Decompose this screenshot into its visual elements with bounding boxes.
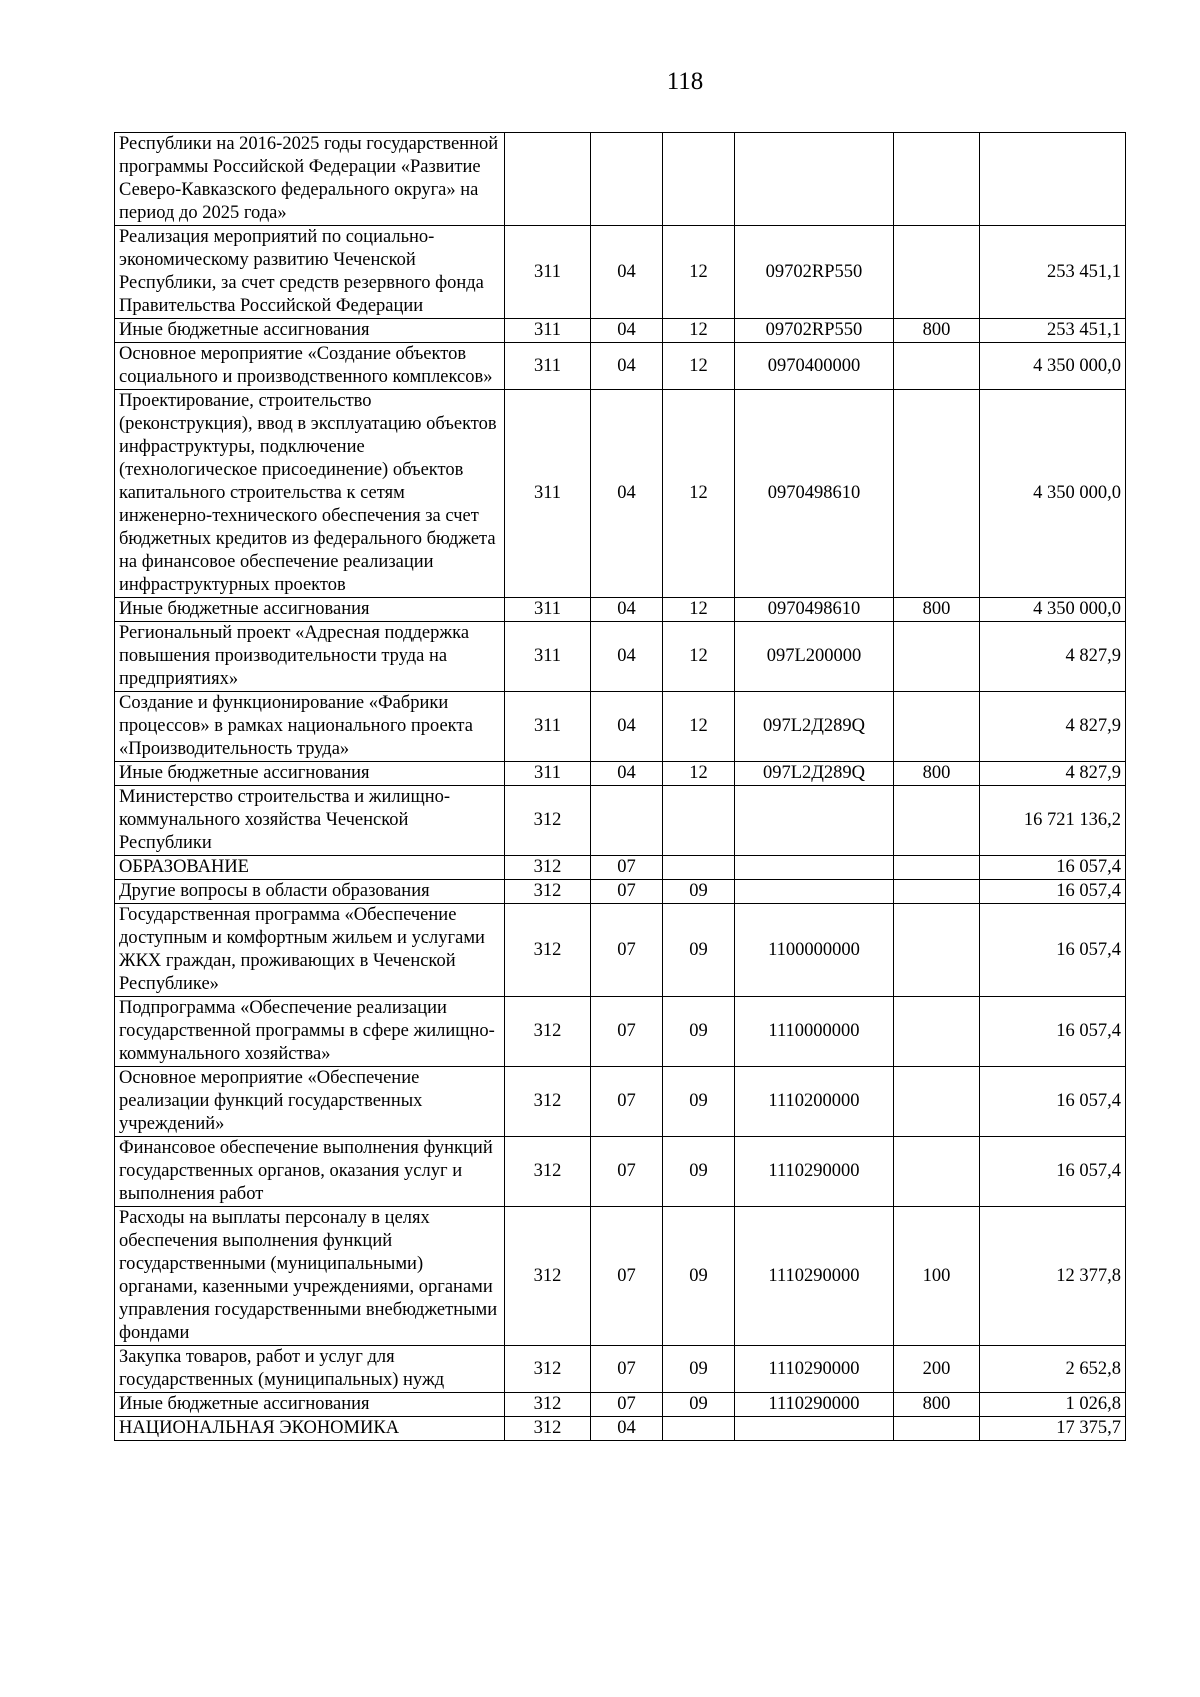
budget-table bbox=[114, 132, 1126, 1441]
row-expense-type bbox=[894, 904, 980, 997]
row-target-article: 09702RP550 bbox=[735, 319, 894, 343]
row-name: Региональный проект «Адресная поддержка повышения производительности труда на предприятиях» bbox=[115, 622, 505, 692]
row-expense-type bbox=[894, 133, 980, 226]
row-section-code: 07 bbox=[591, 856, 663, 880]
table-row bbox=[115, 997, 1126, 1067]
row-section-code: 04 bbox=[591, 343, 663, 390]
row-subsection-code: 12 bbox=[663, 319, 735, 343]
table-row bbox=[115, 133, 1126, 226]
table-row bbox=[115, 1417, 1126, 1441]
row-target-article: 0970498610 bbox=[735, 598, 894, 622]
row-amount: 253 451,1 bbox=[980, 319, 1126, 343]
row-target-article: 097L2Д289Q bbox=[735, 692, 894, 762]
table-row bbox=[115, 856, 1126, 880]
row-ministry-code: 312 bbox=[505, 1137, 591, 1207]
table-row bbox=[115, 1346, 1126, 1393]
row-target-article: 1110290000 bbox=[735, 1393, 894, 1417]
row-ministry-code: 311 bbox=[505, 226, 591, 319]
row-target-article bbox=[735, 1417, 894, 1441]
row-name: Основное мероприятие «Обеспечение реализации функций государственных учреждений» bbox=[115, 1067, 505, 1137]
table-row bbox=[115, 1393, 1126, 1417]
row-expense-type: 100 bbox=[894, 1207, 980, 1346]
row-expense-type: 800 bbox=[894, 762, 980, 786]
row-expense-type: 800 bbox=[894, 319, 980, 343]
row-name: Министерство строительства и жилищно-коммунального хозяйства Чеченской Республики bbox=[115, 786, 505, 856]
row-ministry-code: 312 bbox=[505, 856, 591, 880]
row-amount: 16 721 136,2 bbox=[980, 786, 1126, 856]
row-subsection-code bbox=[663, 1417, 735, 1441]
table-row bbox=[115, 622, 1126, 692]
row-section-code: 07 bbox=[591, 1207, 663, 1346]
row-amount: 4 350 000,0 bbox=[980, 390, 1126, 598]
row-ministry-code: 311 bbox=[505, 390, 591, 598]
row-expense-type bbox=[894, 622, 980, 692]
row-ministry-code: 311 bbox=[505, 598, 591, 622]
table-row bbox=[115, 319, 1126, 343]
row-section-code: 04 bbox=[591, 319, 663, 343]
row-section-code: 04 bbox=[591, 692, 663, 762]
row-subsection-code: 12 bbox=[663, 622, 735, 692]
row-ministry-code: 311 bbox=[505, 692, 591, 762]
table-row bbox=[115, 1207, 1126, 1346]
row-target-article: 0970400000 bbox=[735, 343, 894, 390]
row-section-code: 07 bbox=[591, 904, 663, 997]
row-section-code: 04 bbox=[591, 598, 663, 622]
row-subsection-code: 09 bbox=[663, 1346, 735, 1393]
row-amount: 16 057,4 bbox=[980, 856, 1126, 880]
row-target-article: 1110290000 bbox=[735, 1137, 894, 1207]
table-row bbox=[115, 343, 1126, 390]
row-expense-type bbox=[894, 786, 980, 856]
row-target-article bbox=[735, 786, 894, 856]
row-amount: 4 350 000,0 bbox=[980, 598, 1126, 622]
row-name: Республики на 2016-2025 годы государственной программы Российской Федерации «Развитие Северо-Кавказского федерального округа» на период до 2025 года» bbox=[115, 133, 505, 226]
row-subsection-code: 12 bbox=[663, 598, 735, 622]
row-subsection-code: 12 bbox=[663, 692, 735, 762]
row-name: Финансовое обеспечение выполнения функций государственных органов, оказания услуг и выполнения работ bbox=[115, 1137, 505, 1207]
row-target-article: 09702RP550 bbox=[735, 226, 894, 319]
row-section-code: 04 bbox=[591, 226, 663, 319]
row-name: Подпрограмма «Обеспечение реализации государственной программы в сфере жилищно-коммунального хозяйства» bbox=[115, 997, 505, 1067]
row-subsection-code: 09 bbox=[663, 1207, 735, 1346]
row-name: Реализация мероприятий по социально-экономическому развитию Чеченской Республики, за счет средств резервного фонда Правительства Российской Федерации bbox=[115, 226, 505, 319]
row-target-article: 1110000000 bbox=[735, 997, 894, 1067]
table-row bbox=[115, 904, 1126, 997]
row-name: Закупка товаров, работ и услуг для государственных (муниципальных) нужд bbox=[115, 1346, 505, 1393]
table-row bbox=[115, 786, 1126, 856]
row-name: Государственная программа «Обеспечение доступным и комфортным жильем и услугами ЖКХ граждан, проживающих в Чеченской Республике» bbox=[115, 904, 505, 997]
row-amount: 16 057,4 bbox=[980, 997, 1126, 1067]
row-ministry-code: 312 bbox=[505, 1207, 591, 1346]
row-section-code: 07 bbox=[591, 1393, 663, 1417]
row-expense-type bbox=[894, 390, 980, 598]
row-subsection-code: 12 bbox=[663, 762, 735, 786]
row-ministry-code: 312 bbox=[505, 1417, 591, 1441]
row-section-code: 07 bbox=[591, 997, 663, 1067]
row-expense-type bbox=[894, 1417, 980, 1441]
row-ministry-code: 311 bbox=[505, 319, 591, 343]
row-amount: 16 057,4 bbox=[980, 1137, 1126, 1207]
row-name: Иные бюджетные ассигнования bbox=[115, 598, 505, 622]
row-target-article: 097L200000 bbox=[735, 622, 894, 692]
table-row bbox=[115, 390, 1126, 598]
row-amount: 4 827,9 bbox=[980, 622, 1126, 692]
row-ministry-code bbox=[505, 133, 591, 226]
row-ministry-code: 311 bbox=[505, 762, 591, 786]
table-row bbox=[115, 762, 1126, 786]
row-name: Создание и функционирование «Фабрики процессов» в рамках национального проекта «Производительность труда» bbox=[115, 692, 505, 762]
row-subsection-code: 09 bbox=[663, 904, 735, 997]
row-subsection-code: 09 bbox=[663, 880, 735, 904]
row-expense-type bbox=[894, 1137, 980, 1207]
row-section-code bbox=[591, 786, 663, 856]
row-expense-type bbox=[894, 856, 980, 880]
row-target-article: 1110290000 bbox=[735, 1207, 894, 1346]
row-name: ОБРАЗОВАНИЕ bbox=[115, 856, 505, 880]
row-subsection-code: 09 bbox=[663, 1067, 735, 1137]
row-subsection-code bbox=[663, 856, 735, 880]
row-amount: 4 350 000,0 bbox=[980, 343, 1126, 390]
row-ministry-code: 312 bbox=[505, 997, 591, 1067]
row-amount: 16 057,4 bbox=[980, 904, 1126, 997]
row-amount: 16 057,4 bbox=[980, 880, 1126, 904]
row-expense-type bbox=[894, 997, 980, 1067]
row-section-code: 07 bbox=[591, 880, 663, 904]
row-name: Иные бюджетные ассигнования bbox=[115, 319, 505, 343]
row-name: Расходы на выплаты персоналу в целях обеспечения выполнения функций государственными (муниципальными) органами, казенными учреждениями, органами управления государственными внебюджетными фондами bbox=[115, 1207, 505, 1346]
row-expense-type bbox=[894, 880, 980, 904]
row-ministry-code: 312 bbox=[505, 786, 591, 856]
row-subsection-code: 12 bbox=[663, 390, 735, 598]
row-expense-type: 800 bbox=[894, 1393, 980, 1417]
row-expense-type bbox=[894, 692, 980, 762]
row-amount: 16 057,4 bbox=[980, 1067, 1126, 1137]
row-name: Основное мероприятие «Создание объектов социального и производственного комплексов» bbox=[115, 343, 505, 390]
row-name: НАЦИОНАЛЬНАЯ ЭКОНОМИКА bbox=[115, 1417, 505, 1441]
row-subsection-code: 12 bbox=[663, 343, 735, 390]
row-target-article bbox=[735, 880, 894, 904]
row-name: Иные бюджетные ассигнования bbox=[115, 762, 505, 786]
row-expense-type bbox=[894, 343, 980, 390]
row-section-code: 04 bbox=[591, 622, 663, 692]
row-subsection-code: 09 bbox=[663, 1393, 735, 1417]
row-target-article bbox=[735, 133, 894, 226]
row-subsection-code bbox=[663, 133, 735, 226]
row-ministry-code: 312 bbox=[505, 1393, 591, 1417]
row-section-code: 07 bbox=[591, 1137, 663, 1207]
row-amount: 1 026,8 bbox=[980, 1393, 1126, 1417]
table-row bbox=[115, 1137, 1126, 1207]
row-section-code bbox=[591, 133, 663, 226]
row-name: Другие вопросы в области образования bbox=[115, 880, 505, 904]
row-amount: 253 451,1 bbox=[980, 226, 1126, 319]
table-row bbox=[115, 598, 1126, 622]
table-row bbox=[115, 226, 1126, 319]
row-ministry-code: 312 bbox=[505, 880, 591, 904]
row-target-article bbox=[735, 856, 894, 880]
row-amount bbox=[980, 133, 1126, 226]
row-ministry-code: 311 bbox=[505, 622, 591, 692]
row-ministry-code: 312 bbox=[505, 1346, 591, 1393]
row-amount: 4 827,9 bbox=[980, 762, 1126, 786]
row-name: Проектирование, строительство (реконструкция), ввод в эксплуатацию объектов инфраструктуры, подключение (технологическое присоединение) объектов капитального строительства к сетям инженерно-технического обеспечения за счет бюджетных кредитов из федерального бюджета на финансовое обеспечение реализации инфраструктурных проектов bbox=[115, 390, 505, 598]
row-amount: 17 375,7 bbox=[980, 1417, 1126, 1441]
row-ministry-code: 311 bbox=[505, 343, 591, 390]
table-row bbox=[115, 880, 1126, 904]
row-subsection-code bbox=[663, 786, 735, 856]
row-target-article: 097L2Д289Q bbox=[735, 762, 894, 786]
row-section-code: 07 bbox=[591, 1346, 663, 1393]
row-ministry-code: 312 bbox=[505, 904, 591, 997]
row-target-article: 1110200000 bbox=[735, 1067, 894, 1137]
row-section-code: 04 bbox=[591, 390, 663, 598]
row-ministry-code: 312 bbox=[505, 1067, 591, 1137]
row-expense-type: 200 bbox=[894, 1346, 980, 1393]
row-subsection-code: 09 bbox=[663, 1137, 735, 1207]
page-number: 118 bbox=[666, 68, 704, 95]
row-expense-type bbox=[894, 1067, 980, 1137]
row-amount: 12 377,8 bbox=[980, 1207, 1126, 1346]
row-name: Иные бюджетные ассигнования bbox=[115, 1393, 505, 1417]
row-section-code: 04 bbox=[591, 762, 663, 786]
row-section-code: 04 bbox=[591, 1417, 663, 1441]
row-target-article: 1100000000 bbox=[735, 904, 894, 997]
row-expense-type bbox=[894, 226, 980, 319]
table-row bbox=[115, 1067, 1126, 1137]
row-target-article: 1110290000 bbox=[735, 1346, 894, 1393]
row-subsection-code: 12 bbox=[663, 226, 735, 319]
row-expense-type: 800 bbox=[894, 598, 980, 622]
row-amount: 2 652,8 bbox=[980, 1346, 1126, 1393]
row-section-code: 07 bbox=[591, 1067, 663, 1137]
row-subsection-code: 09 bbox=[663, 997, 735, 1067]
row-target-article: 0970498610 bbox=[735, 390, 894, 598]
row-amount: 4 827,9 bbox=[980, 692, 1126, 762]
table-row bbox=[115, 692, 1126, 762]
